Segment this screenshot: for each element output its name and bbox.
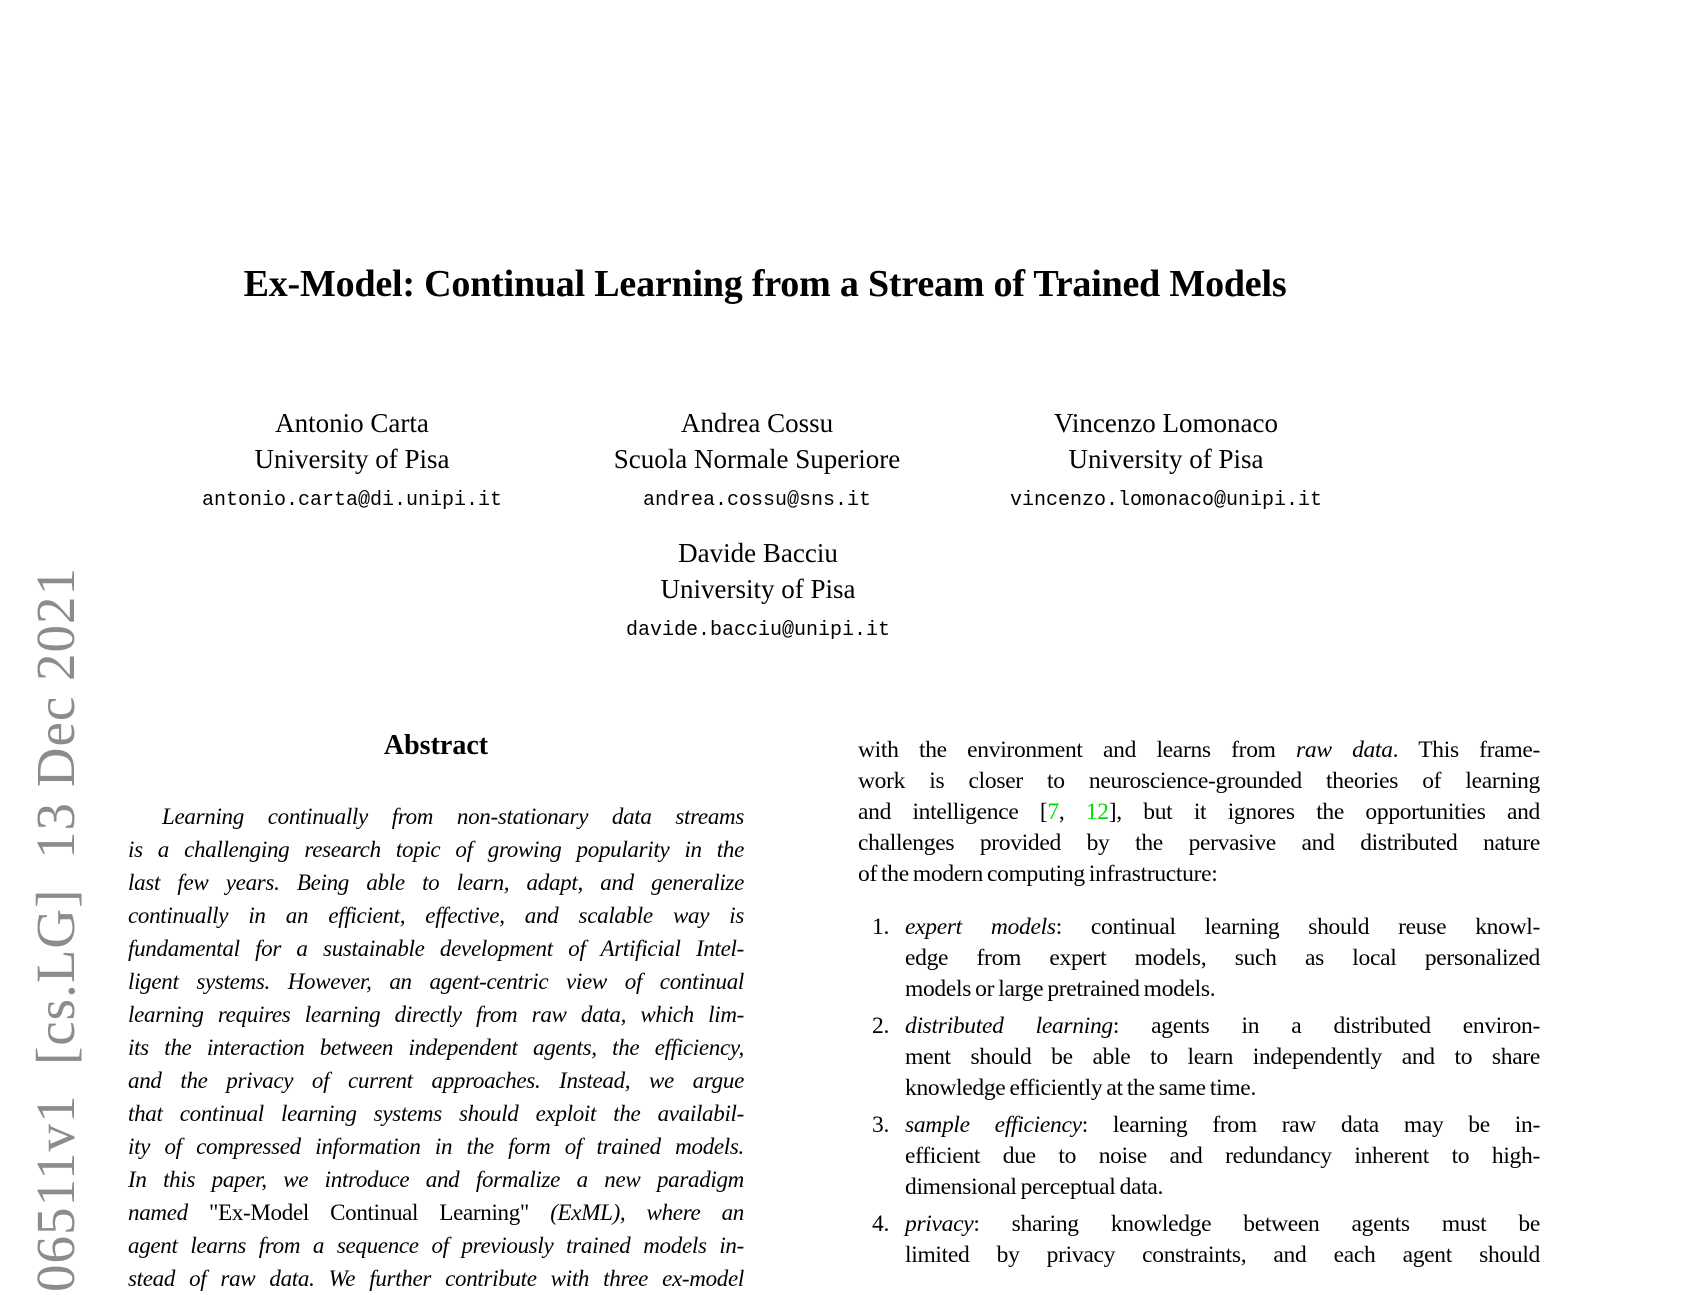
text-segment: that continual learning systems should exploit the availabil- — [128, 1101, 744, 1126]
text-segment: expert models — [905, 914, 1056, 940]
author-email: davide.bacciu@unipi.it — [625, 619, 891, 642]
text-segment: : learning from raw data may be in- — [1081, 1112, 1540, 1138]
text-segment: distributed learning — [905, 1013, 1113, 1039]
author-email: andrea.cossu@sns.it — [642, 489, 872, 512]
list-item — [858, 1110, 1540, 1203]
author-name: Davide Bacciu — [678, 538, 838, 568]
text-segment: ligent systems. However, an agent-centric view of continual — [128, 969, 744, 994]
text-segment: ment should be able to learn independently and to share — [905, 1044, 1540, 1070]
text-line — [128, 1196, 744, 1229]
text-segment: of the modern computing infrastructure: — [858, 861, 1218, 887]
text-segment: knowledge efficiently at the same time. — [905, 1075, 1257, 1101]
text-line — [128, 1031, 744, 1064]
text-segment: (ExML), where an — [550, 1200, 744, 1225]
text-line — [128, 1229, 744, 1262]
author-block — [966, 405, 1366, 513]
author-name: Vincenzo Lomonaco — [1053, 408, 1279, 438]
author-email: vincenzo.lomonaco@unipi.it — [1009, 489, 1323, 512]
text-segment: In this paper, we introduce and formalize a new paradigm — [128, 1167, 744, 1192]
citation-link[interactable]: 7 — [1047, 799, 1059, 825]
text-line — [858, 766, 1540, 797]
text-segment: , — [1058, 799, 1086, 825]
text-segment: with the environment and learns from — [858, 737, 1297, 763]
text-line — [128, 899, 744, 932]
text-segment: its the interaction between independent agents, the efficiency, — [128, 1035, 744, 1060]
text-line — [128, 866, 744, 899]
text-line — [858, 828, 1540, 859]
text-segment: stead of raw data. We further contribute with three ex-model — [128, 1266, 744, 1291]
text-line — [905, 1141, 1540, 1172]
text-segment: . This frame- — [1392, 737, 1540, 763]
text-segment: challenges provided by the pervasive and distributed nature — [858, 830, 1540, 856]
text-segment: continually in an efficient, effective, and scalable way is — [128, 903, 744, 928]
author-block — [557, 405, 957, 513]
text-segment: last few years. Being able to learn, adapt, and generalize — [128, 870, 744, 895]
text-line — [128, 800, 744, 833]
author-affiliation: University of Pisa — [254, 444, 450, 474]
text-segment: ], but it ignores the opportunities and — [1108, 799, 1540, 825]
text-line — [905, 1110, 1540, 1141]
text-segment: limited by privacy constraints, and each agent should — [905, 1242, 1540, 1268]
list-item — [858, 1209, 1540, 1271]
text-segment: and the privacy of current approaches. Instead, we argue — [128, 1068, 744, 1093]
text-line — [905, 1209, 1540, 1240]
paper-title: Ex-Model: Continual Learning from a Stream of Trained Models — [243, 263, 1287, 305]
citation-link[interactable]: 12 — [1085, 799, 1109, 825]
text-line — [905, 912, 1540, 943]
text-line — [128, 1097, 744, 1130]
author-affiliation: University of Pisa — [660, 574, 856, 604]
list-item-number: 3. — [872, 1112, 890, 1138]
ordered-list — [858, 912, 1540, 1271]
list-item — [858, 1011, 1540, 1104]
text-line — [128, 1163, 744, 1196]
text-line — [858, 797, 1540, 828]
text-segment: dimensional perceptual data. — [905, 1174, 1164, 1200]
text-segment: privacy — [905, 1211, 974, 1237]
text-segment: : agents in a distributed environ- — [1112, 1013, 1540, 1039]
text-segment: "Ex-Model Continual Learning" — [209, 1200, 551, 1225]
text-segment: work is closer to neuroscience-grounded theories of learning — [858, 768, 1540, 794]
text-segment: and intelligence [ — [858, 799, 1048, 825]
author-block — [152, 405, 552, 513]
author-affiliation: University of Pisa — [1068, 444, 1264, 474]
author-name: Andrea Cossu — [680, 408, 834, 438]
text-segment: ity of compressed information in the form of trained models. — [128, 1134, 744, 1159]
text-line — [858, 859, 1540, 890]
text-line — [128, 965, 744, 998]
text-line — [905, 974, 1540, 1005]
author-email: antonio.carta@di.unipi.it — [201, 489, 503, 512]
text-line — [128, 1064, 744, 1097]
text-line — [905, 1073, 1540, 1104]
text-segment: raw data — [1296, 737, 1393, 763]
text-segment: named — [128, 1200, 209, 1225]
text-line — [905, 1172, 1540, 1203]
author-block — [558, 535, 958, 643]
text-segment: is a challenging research topic of growing popularity in the — [128, 837, 744, 862]
text-line — [128, 998, 744, 1031]
text-line — [905, 1240, 1540, 1271]
list-item-number: 4. — [872, 1211, 890, 1237]
text-segment: sample efficiency — [905, 1112, 1082, 1138]
text-segment: agent learns from a sequence of previously trained models in- — [128, 1233, 744, 1258]
intro-paragraph — [858, 735, 1540, 890]
list-item — [858, 912, 1540, 1005]
text-line — [905, 1042, 1540, 1073]
text-line — [858, 735, 1540, 766]
author-name: Antonio Carta — [275, 408, 429, 438]
arxiv-watermark: 06511v1 [cs.LG] 13 Dec 2021 — [25, 566, 86, 1292]
text-segment: edge from expert models, such as local personalized — [905, 945, 1540, 971]
text-segment: : continual learning should reuse knowl- — [1055, 914, 1540, 940]
list-item-number: 2. — [872, 1013, 890, 1039]
text-segment: : sharing knowledge between agents must be — [973, 1211, 1540, 1237]
text-segment: Learning continually from non-stationary data streams — [162, 804, 744, 829]
text-segment: models or large pretrained models. — [905, 976, 1216, 1002]
text-line — [905, 1011, 1540, 1042]
text-segment: fundamental for a sustainable development of Artificial Intel- — [128, 936, 744, 961]
abstract-body — [128, 800, 744, 1295]
abstract-heading: Abstract — [383, 730, 489, 761]
list-item-number: 1. — [872, 914, 890, 940]
text-line — [905, 943, 1540, 974]
right-column — [858, 735, 1540, 1271]
text-segment: efficient due to noise and redundancy inherent to high- — [905, 1143, 1540, 1169]
text-line — [128, 1130, 744, 1163]
text-line — [128, 833, 744, 866]
text-segment: learning requires learning directly from raw data, which lim- — [128, 1002, 744, 1027]
author-affiliation: Scuola Normale Superiore — [613, 444, 901, 474]
text-line — [128, 1262, 744, 1295]
text-line — [128, 932, 744, 965]
